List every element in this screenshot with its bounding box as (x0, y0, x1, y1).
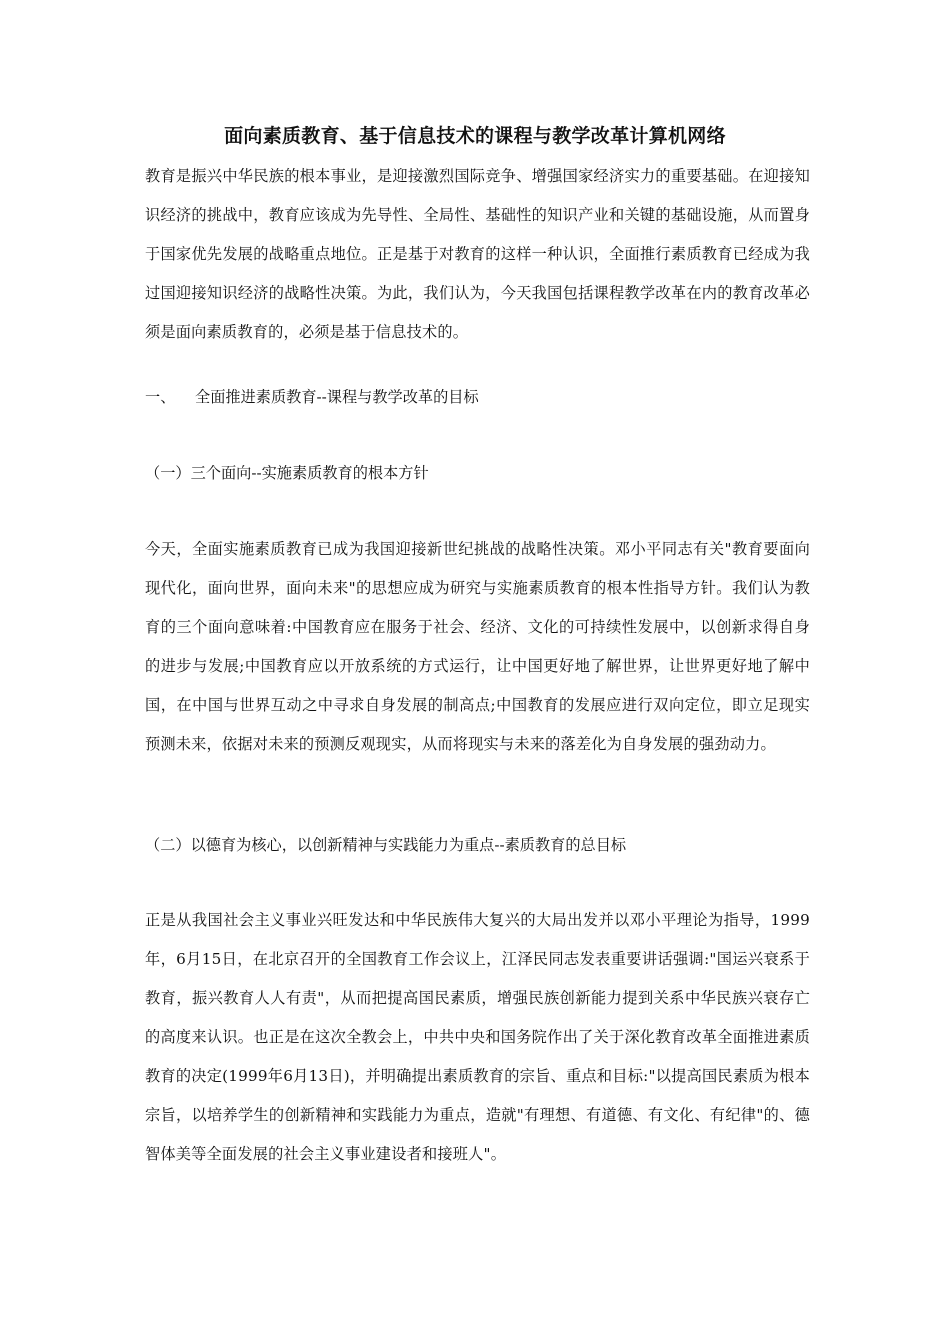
intro-paragraph: 教育是振兴中华民族的根本事业，是迎接激烈国际竞争、增强国家经济实力的重要基础。在迎接知识经济的挑战中，教育应该成为先导性、全局性、基础性的知识产业和关键的基础设施，从而置身于国家优先发展的战略重点地位。正是基于对教育的这样一种认识，全面推行素质教育已经成为我过国迎接知识经济的战略性决策。为此，我们认为，今天我国包括课程教学改革在内的教育改革必须是面向素质教育的，必须是基于信息技术的。 (145, 167, 810, 341)
section-title: 全面推进素质教育--课程与教学改革的目标 (195, 388, 479, 406)
subsection-1-paragraph: 今天，全面实施素质教育已成为我国迎接新世纪挑战的战略性决策。邓小平同志有关"教育要面向现代化，面向世界，面向未来"的思想应成为研究与实施素质教育的根本性指导方针。我们认为教育的三个面向意味着:中国教育应在服务于社会、经济、文化的可持续性发展中，以创新求得自身的进步与发展;中国教育应以开放系统的方式运行，让中国更好地了解世界，让世界更好地了解中国，在中国与世界互动之中寻求自身发展的制高点;中国教育的发展应进行双向定位，即立足现实预测未来，依据对未来的预测反观现实，从而将现实与未来的落差化为自身发展的强劲动力。 (145, 540, 810, 753)
subsection-heading-2: （二）以德育为核心，以创新精神与实践能力为重点--素质教育的总目标 (145, 836, 627, 854)
document-title: 面向素质教育、基于信息技术的课程与教学改革计算机网络 (224, 125, 726, 147)
subsection-2-paragraph: 正是从我国社会主义事业兴旺发达和中华民族伟大复兴的大局出发并以邓小平理论为指导，1999年，6月15日，在北京召开的全国教育工作会议上，江泽民同志发表重要讲话强调:"国运兴衰系于教育，振兴教育人人有责"，从而把提高国民素质，增强民族创新能力提到关系中华民族兴衰存亡的高度来认识。也正是在这次全教会上，中共中央和国务院作出了关于深化教育改革全面推进素质教育的决定(1999年6月13日)，并明确提出素质教育的宗旨、重点和目标:"以提高国民素质为根本宗旨，以培养学生的创新精神和实践能力为重点，造就"有理想、有道德、有文化、有纪律"的、德智体美等全面发展的社会主义事业建设者和接班人"。 (145, 911, 810, 1163)
subsection-heading-1: （一）三个面向--实施素质教育的根本方针 (145, 464, 429, 482)
section-heading-1 (145, 383, 810, 411)
section-number: 一、 (145, 388, 176, 406)
